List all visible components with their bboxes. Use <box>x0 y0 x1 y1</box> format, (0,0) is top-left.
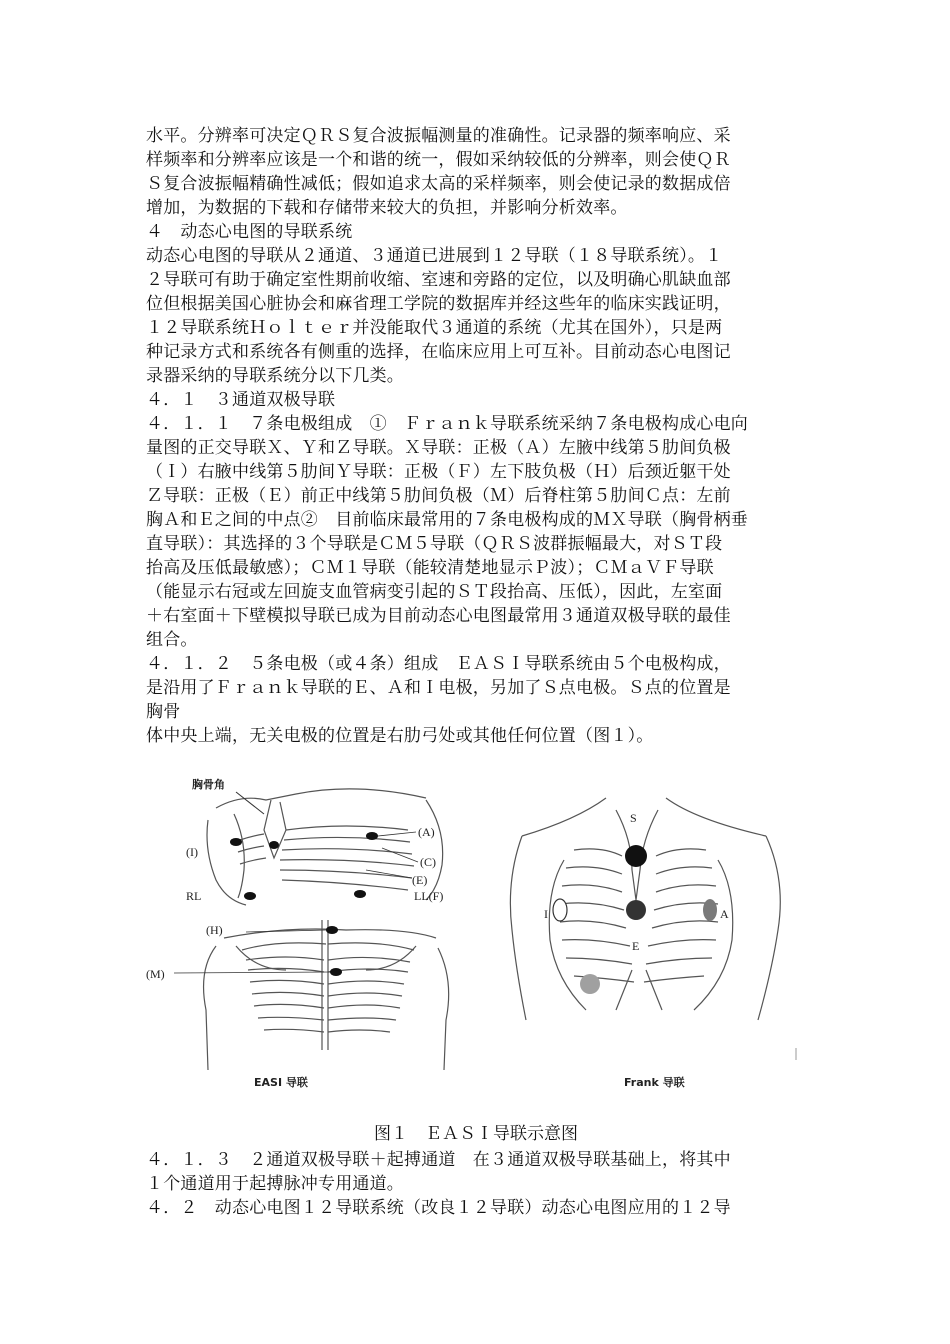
label-e: (E) <box>412 873 428 887</box>
body-text-bottom <box>146 1148 806 1220</box>
text-line: 体中央上端，无关电极的位置是右肋弓处或其他任何位置（图１）。 <box>146 726 654 746</box>
text-line: 种记录方式和系统各有侧重的选择，在临床应用上可互补。目前动态心电图记 <box>146 342 731 362</box>
frank-label-i: I <box>544 907 548 921</box>
frank-label-a: A <box>720 907 729 921</box>
text-line: １２导联系统Ｈｏｌｔｅｒ并没能取代３通道的系统（尤其在国外），只是两 <box>146 318 723 338</box>
text-line: ４．１ ３通道双极导联 <box>146 390 336 410</box>
label-i: (I) <box>186 845 198 859</box>
text-line: 动态心电图的导联从２通道、３通道已进展到１２导联（１８导联系统）。１ <box>146 246 723 266</box>
label-c: (C) <box>420 855 436 869</box>
caption-easi: EASI 导联 <box>254 1076 308 1089</box>
text-line: ＋右室面＋下壁模拟导联已成为目前动态心电图最常用３通道双极导联的最佳 <box>146 606 731 626</box>
text-line: Ｚ导联：正极（Ｅ）前正中线第５肋间负极（Ｍ）后脊柱第５肋间Ｃ点：左前 <box>146 486 731 506</box>
electrode-rl <box>244 892 256 900</box>
figure-easi-leads <box>146 770 810 1112</box>
electrode-m <box>330 968 342 976</box>
electrode-a <box>366 832 378 840</box>
label-rl: RL <box>186 889 202 903</box>
electrode-llf <box>354 890 366 898</box>
frank-label-e: E <box>632 939 640 953</box>
text-line: 增加，为数据的下载和存储带来较大的负担，并影响分析效率。 <box>146 198 628 218</box>
text-line: 位但根据美国心脏协会和麻省理工学院的数据库并经这些年的临床实践证明， <box>146 294 731 314</box>
text-line: 样频率和分辨率应该是一个和谐的统一，假如采纳较低的分辨率，则会使ＱＲ <box>146 150 731 170</box>
text-line: （能显示右冠或左回旋支血管病变引起的ＳＴ段抬高、压低），因此，左室面 <box>146 582 723 602</box>
electrode-e <box>269 841 279 849</box>
electrode-a-frank <box>703 899 717 921</box>
text-line: Ｓ复合波振幅精确性减低；假如追求太高的采样频率，则会使记录的数据成倍 <box>146 174 731 194</box>
text-line: ４．１．３ ２通道双极导联＋起搏通道 在３通道双极导联基础上，将其中 <box>146 1150 731 1170</box>
text-line: 录器采纳的导联系统分以下几类。 <box>146 366 404 386</box>
text-line: 是沿用了Ｆｒａｎｋ导联的Ｅ、Ａ和Ｉ电极，另加了Ｓ点电极。Ｓ点的位置是 <box>146 678 731 698</box>
text-line: ２导联可有助于确定室性期前收缩、室速和旁路的定位，以及明确心肌缺血部 <box>146 270 731 290</box>
frank-label-s: S <box>630 811 637 825</box>
electrode-i-frank <box>553 899 567 921</box>
electrode-e-frank <box>626 900 646 920</box>
electrode-h <box>326 926 338 934</box>
label-a: (A) <box>418 825 435 839</box>
text-line: 直导联）：其选择的３个导联是ＣＭ５导联（ＱＲＳ波群振幅最大，对ＳＴ段 <box>146 534 723 554</box>
figure-illustration <box>146 770 810 1112</box>
text-line: 组合。 <box>146 630 198 650</box>
text-line: 胸骨 <box>146 702 181 722</box>
text-line: 胸Ａ和Ｅ之间的中点② 目前临床最常用的７条电极构成的ＭＸ导联（胸骨柄垂 <box>146 510 748 530</box>
text-line: 水平。分辨率可决定ＱＲＳ复合波振幅测量的准确性。记录器的频率响应、采 <box>146 126 731 146</box>
figure-caption: 图１ ＥＡＳＩ导联示意图 <box>374 1124 578 1144</box>
label-h: (H) <box>206 923 223 937</box>
electrode-i <box>230 838 242 846</box>
caption-frank: Frank 导联 <box>624 1076 685 1089</box>
text-line: 抬高及压低最敏感）；ＣＭ１导联（能较清楚地显示Ｐ波）；ＣＭａＶＦ导联 <box>146 558 714 578</box>
text-line: ４ 动态心电图的导联系统 <box>146 222 353 242</box>
text-line: １个通道用于起搏脉冲专用通道。 <box>146 1174 404 1194</box>
label-llf: LL(F) <box>414 889 444 903</box>
electrode-rl-frank <box>580 974 600 994</box>
text-line: ４．１．１ ７条电极组成 ① Ｆｒａｎｋ导联系统采纳７条电极构成心电向 <box>146 414 748 434</box>
body-text-top <box>146 124 806 748</box>
label-m: (M) <box>146 967 165 981</box>
text-line: （Ｉ）右腋中线第５肋间Ｙ导联：正极（Ｆ）左下肢负极（Ｈ）后颈近躯干处 <box>146 462 731 482</box>
text-line: ４．１．２ ５条电极（或４条）组成 ＥＡＳＩ导联系统由５个电极构成， <box>146 654 731 674</box>
electrode-s <box>625 845 647 867</box>
easi-back-torso <box>204 920 449 1070</box>
text-line: ４．２ 动态心电图１２导联系统（改良１２导联）动态心电图应用的１２导 <box>146 1198 731 1218</box>
label-sternal-angle: 胸骨角 <box>192 778 225 791</box>
easi-front-torso <box>207 789 443 905</box>
text-line: 量图的正交导联Ｘ、Ｙ和Ｚ导联。Ｘ导联：正极（Ａ）左腋中线第５肋间负极 <box>146 438 731 458</box>
